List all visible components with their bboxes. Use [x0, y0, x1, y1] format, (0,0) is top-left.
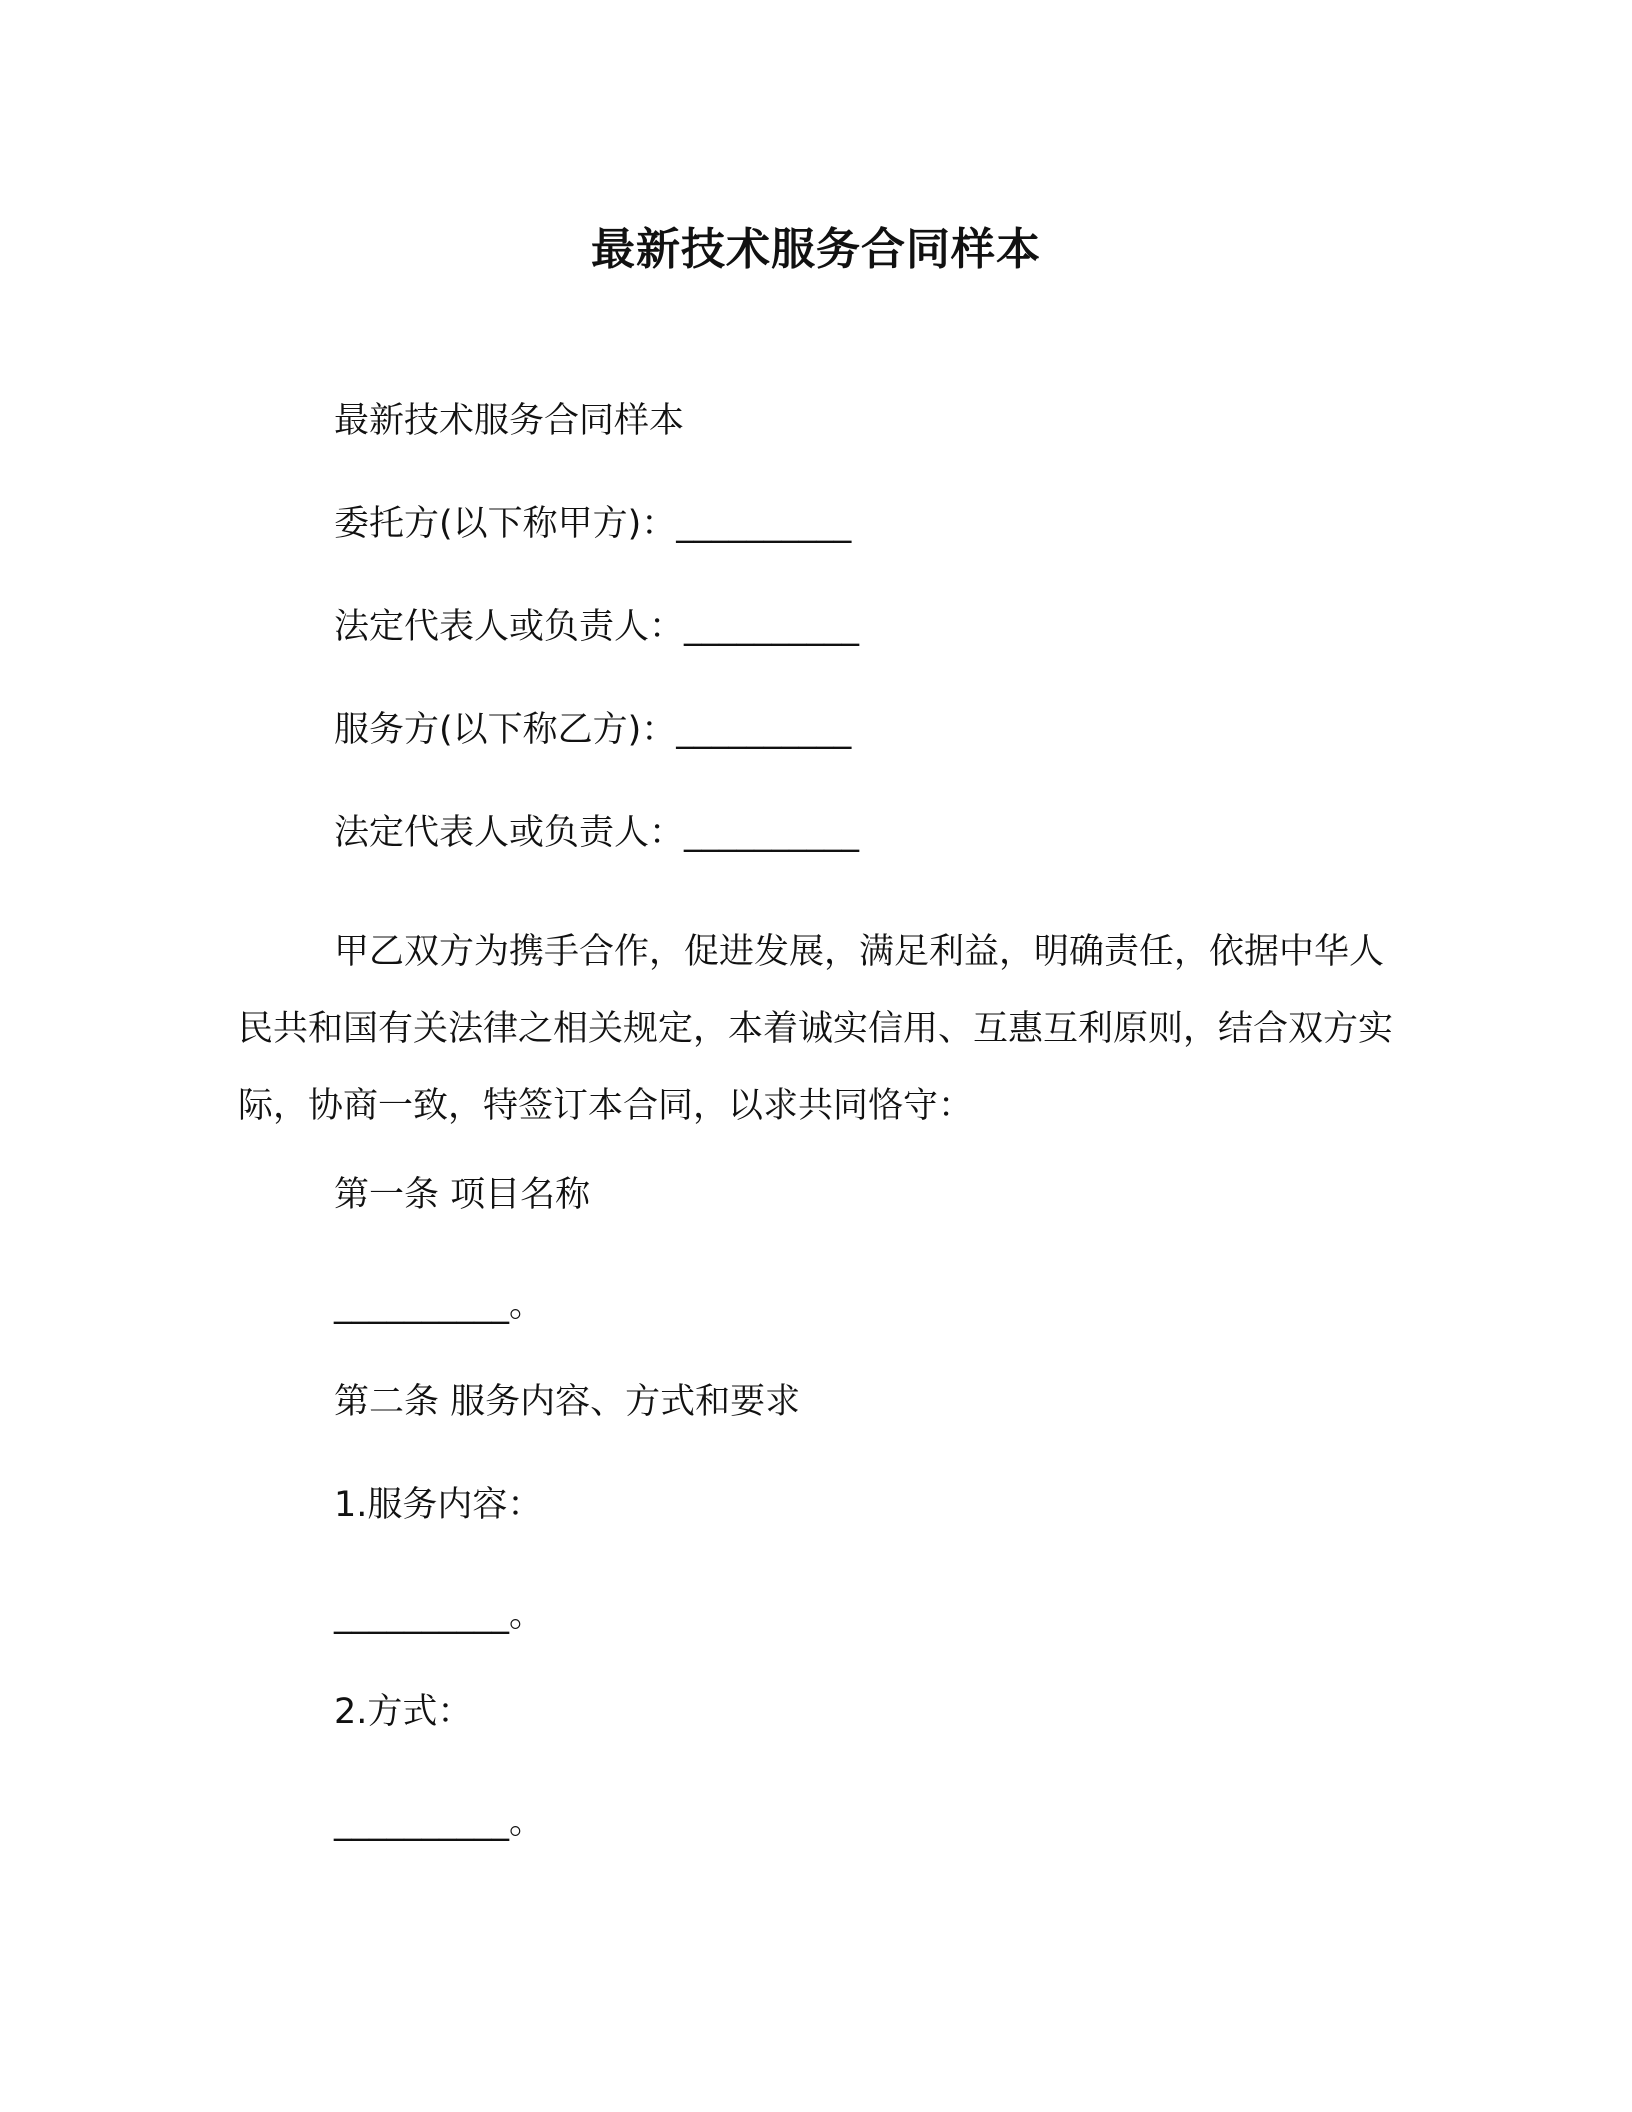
party-b-rep-line: 法定代表人或负责人：__________: [334, 813, 860, 853]
article-1-blank: __________。: [334, 1285, 545, 1325]
document-subtitle: 最新技术服务合同样本: [334, 401, 685, 441]
item-1-blank: __________。: [334, 1595, 545, 1635]
party-a-line: 委托方(以下称甲方)：__________: [334, 504, 852, 544]
item-2-blank: __________。: [334, 1802, 545, 1842]
item-1-label: 1.服务内容：: [334, 1485, 543, 1525]
item-2-label: 2.方式：: [334, 1692, 473, 1732]
article-2-heading: 第二条 服务内容、方式和要求: [334, 1382, 801, 1422]
preamble-paragraph: 甲乙双方为携手合作，促进发展，满足利益，明确责任，依据中华人民共和国有关法律之相关规定，本着诚实信用、互惠互利原则，结合双方实际，协商一致，特签订本合同，以求共同恪守：: [238, 932, 1394, 1126]
party-a-rep-line: 法定代表人或负责人：__________: [334, 607, 860, 647]
article-1-heading: 第一条 项目名称: [334, 1175, 591, 1215]
party-b-line: 服务方(以下称乙方)：__________: [334, 710, 852, 750]
document-title: 最新技术服务合同样本: [591, 224, 1041, 275]
